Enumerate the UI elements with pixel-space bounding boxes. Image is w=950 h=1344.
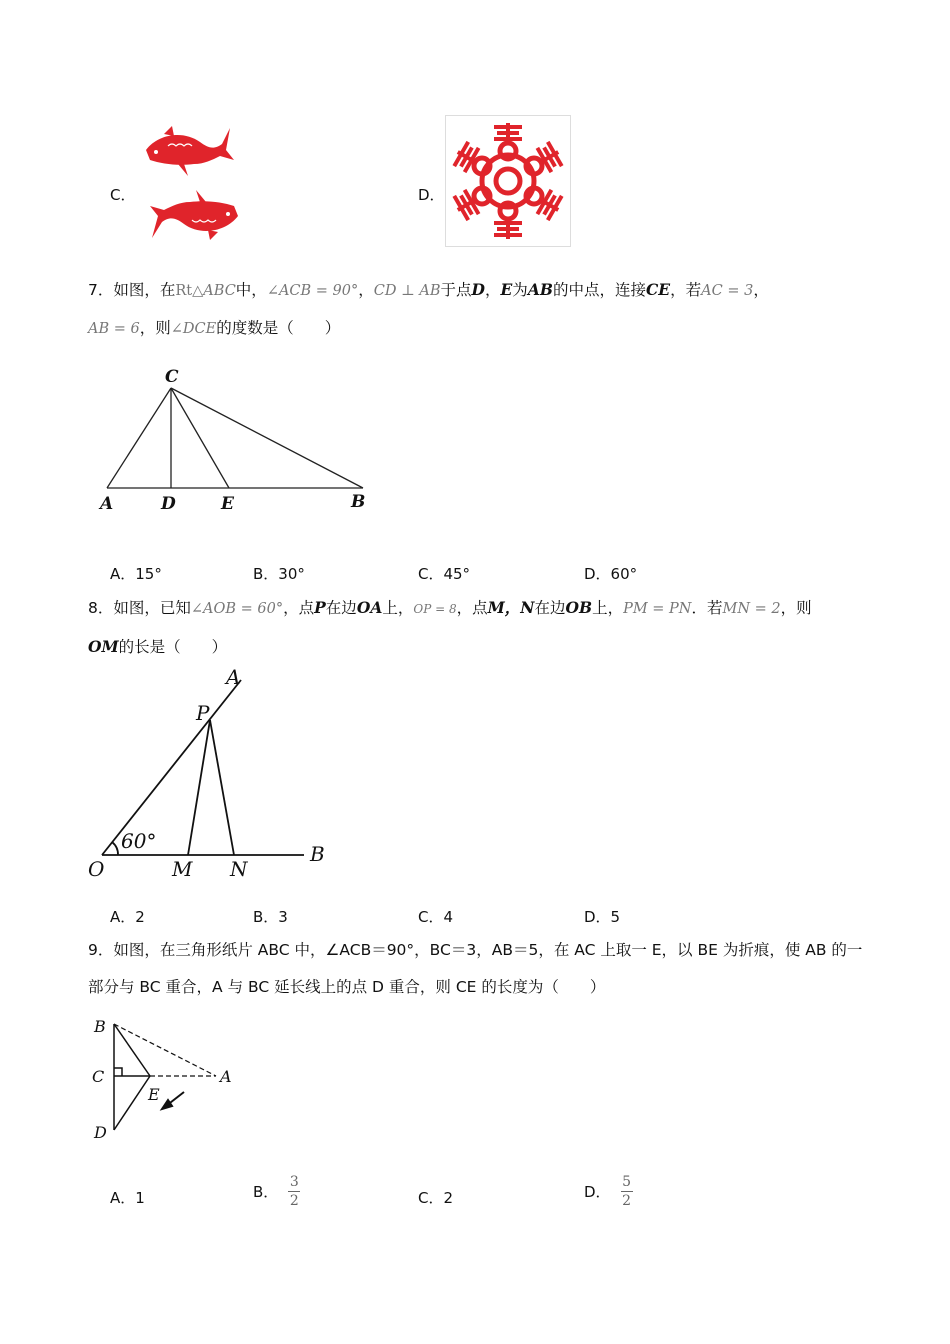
q7-option-a[interactable]: A．15° bbox=[110, 565, 162, 583]
question-7-text bbox=[88, 271, 868, 348]
angle-arc bbox=[112, 842, 118, 855]
q9-option-c[interactable]: C．2 bbox=[418, 1189, 454, 1207]
math-angle-dce: ∠DCE bbox=[170, 321, 217, 337]
q7-option-b[interactable]: B．30° bbox=[253, 565, 305, 583]
text: ，点 bbox=[283, 599, 315, 617]
math-ce: CE bbox=[645, 280, 671, 299]
option-d-label: D． bbox=[418, 186, 445, 204]
label-d: D bbox=[161, 494, 176, 514]
q9-fold-figure bbox=[86, 1012, 246, 1147]
denominator: 2 bbox=[289, 1193, 299, 1209]
math-ab-6: AB = 6 bbox=[88, 321, 140, 337]
q8-option-c[interactable]: C．4 bbox=[418, 908, 454, 926]
math-d: D bbox=[471, 280, 485, 299]
q7-option-d[interactable]: D．60° bbox=[584, 565, 638, 583]
label-a: A bbox=[220, 1067, 232, 1086]
text: ．若 bbox=[691, 599, 723, 617]
q9-option-b-label: B． bbox=[253, 1183, 279, 1201]
text: 上， bbox=[592, 599, 624, 617]
text: 如图，已知 bbox=[113, 599, 191, 617]
fraction-3-2 bbox=[288, 1174, 300, 1209]
text: 中， bbox=[235, 281, 267, 299]
label-d: D bbox=[94, 1123, 107, 1142]
question-number: 8． bbox=[88, 599, 114, 617]
math-oa: OA bbox=[356, 598, 383, 617]
question-number: 9． bbox=[88, 941, 114, 959]
text: 为 bbox=[512, 281, 528, 299]
text: ，点 bbox=[456, 599, 488, 617]
snowflake-papercut-image bbox=[445, 115, 571, 247]
text: 上， bbox=[382, 599, 414, 617]
text: 在边 bbox=[534, 599, 566, 617]
q8-option-d[interactable]: D．5 bbox=[584, 908, 621, 926]
text: 的中点，连接 bbox=[552, 281, 646, 299]
math-mn-2: MN = 2 bbox=[722, 601, 781, 617]
math-m-n: M，N bbox=[487, 598, 535, 617]
q9-option-d[interactable] bbox=[584, 1174, 633, 1209]
segment-pn bbox=[210, 720, 234, 855]
label-c: C bbox=[92, 1067, 105, 1086]
text: ，若 bbox=[670, 281, 702, 299]
question-9-line-2: 部分与 BC 重合，A 与 BC 延长线上的点 D 重合，则 CE 的长度为（ ） bbox=[88, 978, 606, 996]
label-p: P bbox=[196, 701, 210, 725]
question-9-text bbox=[88, 932, 868, 1006]
text: ，则 bbox=[780, 599, 812, 617]
math-op-8: OP = 8 bbox=[413, 602, 457, 616]
math-p: P bbox=[314, 598, 326, 617]
q9-option-a[interactable]: A．1 bbox=[110, 1189, 145, 1207]
question-8-text bbox=[88, 589, 868, 666]
label-b: B bbox=[351, 492, 366, 512]
text: ，则 bbox=[139, 319, 171, 337]
math-rt: Rt bbox=[175, 283, 193, 299]
q7-option-c[interactable]: C．45° bbox=[418, 565, 471, 583]
numerator: 3 bbox=[289, 1174, 299, 1190]
segment-pm bbox=[188, 720, 210, 855]
math-pm-pn: PM = PN bbox=[623, 601, 692, 617]
fraction-5-2 bbox=[621, 1174, 633, 1209]
label-b: B bbox=[310, 842, 325, 866]
label-e: E bbox=[221, 494, 234, 514]
label-a: A bbox=[226, 665, 241, 689]
text: 在边 bbox=[325, 599, 357, 617]
question-number: 7． bbox=[88, 281, 114, 299]
math-cd-perp-ab: CD ⊥ AB bbox=[373, 283, 441, 299]
math-angle-aob: ∠AOB = 60° bbox=[190, 601, 284, 617]
line-ac bbox=[107, 388, 171, 488]
q9-option-d-label: D． bbox=[584, 1183, 611, 1201]
numerator: 5 bbox=[622, 1174, 632, 1190]
math-ab: AB bbox=[527, 280, 553, 299]
label-n: N bbox=[230, 857, 248, 881]
q8-angle-figure bbox=[84, 664, 334, 884]
q8-option-a[interactable]: A．2 bbox=[110, 908, 145, 926]
segment-de bbox=[114, 1076, 150, 1130]
q9-option-b[interactable] bbox=[253, 1174, 300, 1209]
math-triangle: △ABC bbox=[192, 283, 236, 299]
text: ， bbox=[358, 281, 374, 299]
text: 如图，在 bbox=[113, 281, 176, 299]
text: ， bbox=[753, 281, 769, 299]
math-e: E bbox=[500, 280, 513, 299]
label-e: E bbox=[148, 1085, 160, 1104]
q8-option-b[interactable]: B．3 bbox=[253, 908, 288, 926]
label-b: B bbox=[94, 1017, 106, 1036]
question-9-line-1: 如图，在三角形纸片 ABC 中，∠ACB＝90°，BC＝3，AB＝5，在 AC 上取一 E，以 BE 为折痕，使 AB 的一 bbox=[113, 941, 863, 959]
math-ac-3: AC = 3 bbox=[701, 283, 754, 299]
math-om: OM bbox=[88, 637, 119, 656]
q7-triangle-figure bbox=[95, 362, 375, 517]
label-angle-60: 60° bbox=[121, 829, 157, 853]
math-angle-acb: ∠ACB = 90° bbox=[266, 283, 359, 299]
text: ， bbox=[484, 281, 501, 299]
koi-fish-papercut-image bbox=[138, 120, 248, 245]
math-ob: OB bbox=[565, 598, 593, 617]
dashed-ba bbox=[114, 1024, 216, 1076]
option-c-label: C． bbox=[110, 186, 136, 204]
label-c: C bbox=[165, 367, 179, 387]
label-m: M bbox=[172, 857, 193, 881]
right-angle-mark bbox=[114, 1068, 122, 1076]
label-o: O bbox=[88, 857, 105, 881]
label-a: A bbox=[100, 494, 114, 514]
text: 的度数是（ ） bbox=[216, 319, 341, 337]
text: 的长是（ ） bbox=[118, 638, 228, 656]
denominator: 2 bbox=[622, 1193, 632, 1209]
text: 于点 bbox=[440, 281, 472, 299]
